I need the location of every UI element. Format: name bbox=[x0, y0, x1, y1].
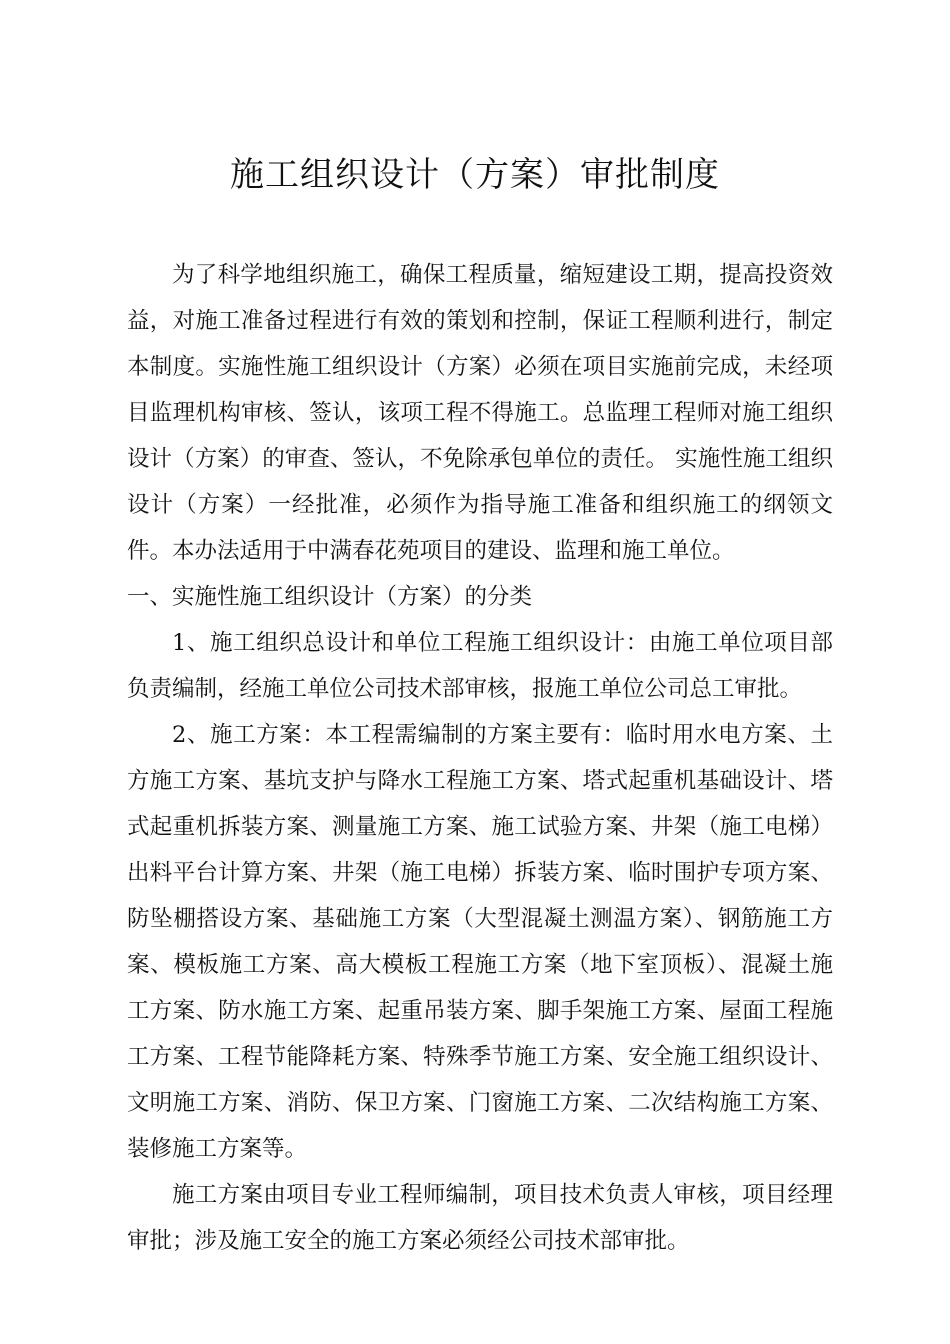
approval-paragraph: 施工方案由项目专业工程师编制，项目技术负责人审核，项目经理审批；涉及施工安全的施工方案必须经公司技术部审批。 bbox=[127, 1182, 833, 1254]
intro-paragraph: 为了科学地组织施工，确保工程质量，缩短建设工期，提高投资效益，对施工准备过程进行有效的策划和控制，保证工程顺利进行，制定本制度。实施性施工组织设计（方案）必须在项目实施前完成，未经项目监理机构审核、签认，该项工程不得施工。总监理工程师对施工组织设计（方案）的审查、签认，不免除承包单位的责任。 实施性施工组织设计（方案）一经批准，必须作为指导施工准备和组织施工的纲领文件。本办法适用于中满春花苑项目的建设、监理和施工单位。 bbox=[127, 262, 833, 564]
document-body bbox=[127, 252, 833, 1264]
document-title: 施工组织设计（方案）审批制度 bbox=[230, 155, 720, 195]
list-item-2: 2、施工方案：本工程需编制的方案主要有：临时用水电方案、土方施工方案、基坑支护与降水工程施工方案、塔式起重机基础设计、塔式起重机拆装方案、测量施工方案、施工试验方案、井架（施工电梯）出料平台计算方案、井架（施工电梯）拆装方案、临时围护专项方案、防坠棚搭设方案、基础施工方案（大型混凝土测温方案）、钢筋施工方案、模板施工方案、高大模板工程施工方案（地下室顶板）、混凝土施工方案、防水施工方案、起重吊装方案、脚手架施工方案、屋面工程施工方案、工程节能降耗方案、特殊季节施工方案、安全施工组织设计、文明施工方案、消防、保卫方案、门窗施工方案、二次结构施工方案、装修施工方案等。 bbox=[127, 722, 833, 1162]
list-item-1: 1、施工组织总设计和单位工程施工组织设计：由施工单位项目部负责编制，经施工单位公司技术部审核，报施工单位公司总工审批。 bbox=[127, 630, 833, 702]
section-heading: 一、实施性施工组织设计（方案）的分类 bbox=[127, 584, 533, 610]
